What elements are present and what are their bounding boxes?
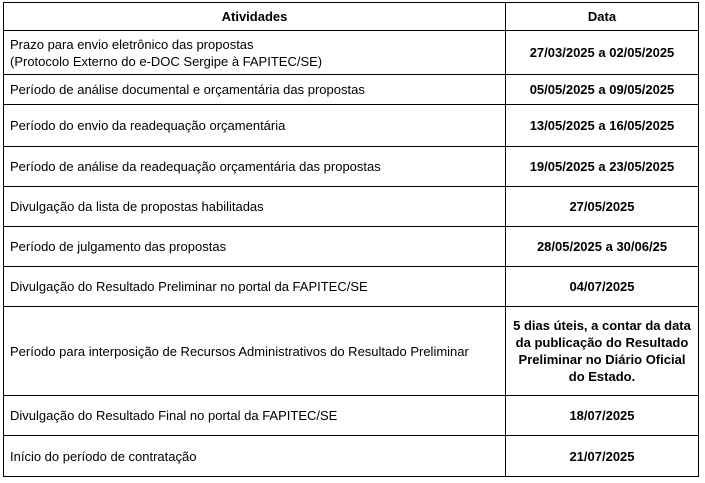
table-row xyxy=(4,307,699,396)
date-cell: 5 dias úteis, a contar da data da publicação do Resultado Preliminar no Diário Oficial do Estado. xyxy=(506,307,699,396)
date-cell: 13/05/2025 a 16/05/2025 xyxy=(506,105,699,147)
table-row xyxy=(4,267,699,307)
table-row xyxy=(4,31,699,75)
table-header-row xyxy=(4,3,699,31)
activity-cell: Período de julgamento das propostas xyxy=(4,227,506,267)
date-cell: 27/05/2025 xyxy=(506,187,699,227)
activity-cell: Período de análise da readequação orçamentária das propostas xyxy=(4,147,506,187)
date-cell: 04/07/2025 xyxy=(506,267,699,307)
header-date: Data xyxy=(506,3,699,31)
activity-line: (Protocolo Externo do e-DOC Sergipe à FAPITEC/SE) xyxy=(10,53,323,69)
activity-cell: Período do envio da readequação orçamentária xyxy=(4,105,506,147)
date-cell: 27/03/2025 a 02/05/2025 xyxy=(506,31,699,75)
table-row xyxy=(4,147,699,187)
schedule-table xyxy=(3,2,699,477)
table-row xyxy=(4,396,699,436)
date-cell: 21/07/2025 xyxy=(506,436,699,477)
date-cell: 19/05/2025 a 23/05/2025 xyxy=(506,147,699,187)
table-row xyxy=(4,227,699,267)
date-cell: 18/07/2025 xyxy=(506,396,699,436)
table-row xyxy=(4,436,699,477)
activity-cell: Divulgação da lista de propostas habilitadas xyxy=(4,187,506,227)
header-activities: Atividades xyxy=(4,3,506,31)
activity-cell: Divulgação do Resultado Preliminar no portal da FAPITEC/SE xyxy=(4,267,506,307)
activity-cell: Período para interposição de Recursos Administrativos do Resultado Preliminar xyxy=(4,307,506,396)
activity-cell: Início do período de contratação xyxy=(4,436,506,477)
table-row xyxy=(4,75,699,105)
activity-line: Prazo para envio eletrônico das propostas xyxy=(10,36,254,52)
activity-cell: Período de análise documental e orçamentária das propostas xyxy=(4,75,506,105)
date-cell: 05/05/2025 a 09/05/2025 xyxy=(506,75,699,105)
table-row xyxy=(4,105,699,147)
date-cell: 28/05/2025 a 30/06/25 xyxy=(506,227,699,267)
activity-cell: Divulgação do Resultado Final no portal da FAPITEC/SE xyxy=(4,396,506,436)
table-row xyxy=(4,187,699,227)
activity-cell xyxy=(4,31,506,75)
